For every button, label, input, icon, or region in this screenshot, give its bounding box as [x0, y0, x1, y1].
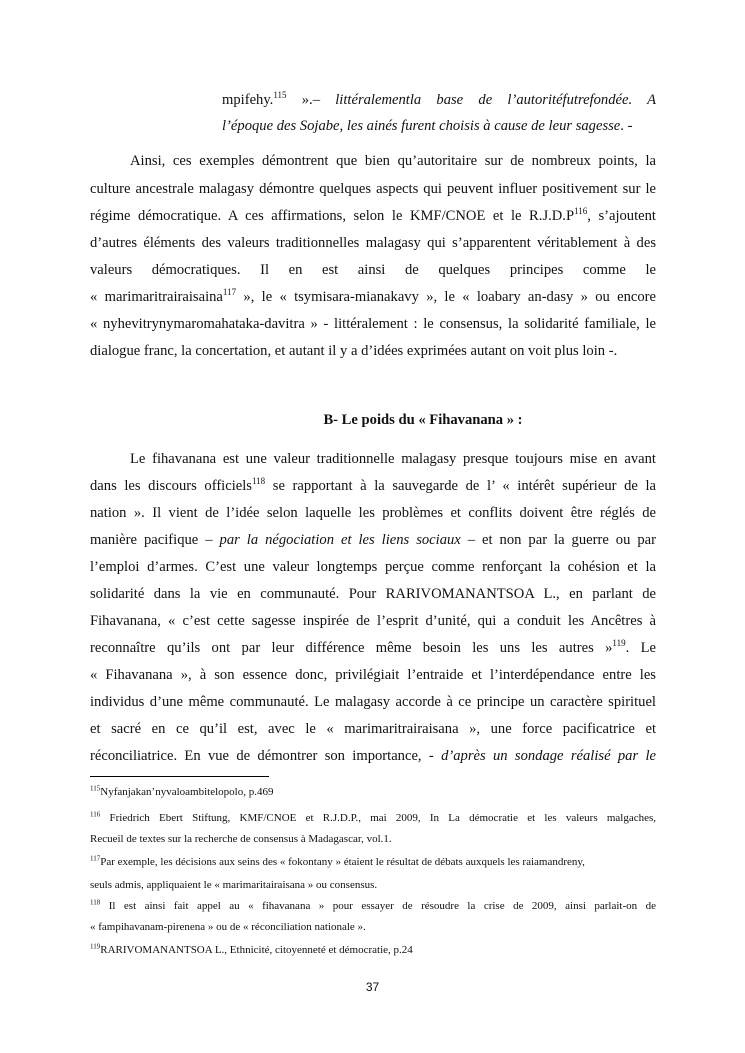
para1-line-2: culture ancestrale malagasy démontre quelques aspects qui peuvent influer positivement sur le	[90, 181, 656, 197]
para1-line-6: « marimaritrairaisaina$^{117}$ », le « tsymisara-mianakavy », le « loabary an-dasy » ou encore	[90, 287, 656, 305]
footnote-ref-117[interactable]: 117	[222, 287, 237, 298]
footnote-116-line-1: $^{116}$ Friedrich Ebert Stiftung, KMF/CNOE et R.J.D.P., mai 2009, In La démocratie et les valeurs malgaches,	[90, 810, 656, 824]
para2-line-3: nation ». Il vient de l’idée selon laquelle les problèmes et conflits doivent être réglés de	[90, 505, 656, 521]
para2-line-12: réconciliatrice. En vue de démontrer son importance, - d’après un sondage réalisé par le	[90, 748, 656, 764]
footnote-117-line-2: seuls admis, appliquaient le « marimaritairaisana » ou consensus.	[90, 879, 378, 891]
para1-line-3: régime démocratique. A ces affirmations, selon le KMF/CNOE et le $R.J.D.P^{116}$, s’ajoutent	[90, 206, 656, 224]
para2-line-4: manière pacifique – par la négociation et les liens sociaux – et non par la guerre ou par	[90, 532, 656, 548]
para1-line-1: Ainsi, ces exemples démontrent que bien qu’autoritaire sur de nombreux points, la	[130, 153, 656, 169]
para2-line-9: « Fihavanana », à son essence donc, privilégiait l’entraide et l’interdépendance entre les	[90, 667, 656, 683]
footnote-115: $^{115}$Nyfanjakan’nyvaloambitelopolo, p.469	[90, 784, 274, 798]
para1-line-8: dialogue franc, la concertation, et autant il y a d’idées exprimées autant on voit plus loin -.	[90, 343, 618, 359]
footnote-separator	[90, 776, 269, 777]
para1-line-4: d’autres éléments des valeurs traditionnelles malagasy qui s’apparentent véritablement à des	[90, 235, 656, 251]
footnote-119: $^{119}$RARIVOMANANTSOA L., Ethnicité, citoyenneté et démocratie, p.24	[90, 942, 413, 956]
para1-line-7: « nyhevitrynymaromahataka-davitra » - littéralement : le consensus, la solidarité familiale, le	[90, 316, 656, 332]
para2-line-7: Fihavanana, « c’est cette sagesse inspirée de l’esprit d’unité, qui a conduit les Ancêtres à	[90, 613, 656, 629]
footnote-ref-115[interactable]: 115	[273, 90, 287, 101]
para1-line-5: valeurs démocratiques. Il en est ainsi de quelques principes comme le	[90, 262, 656, 278]
para2-line-8: reconnaître qu’ils ont par leur différence même besoin les uns les autres »$^{119}$. Le	[90, 638, 656, 656]
para2-line-10: individus d’une même communauté. Le malagasy accorde à ce principe un caractère spirituel	[90, 694, 656, 710]
section-heading: B- Le poids du « Fihavanana » :	[323, 412, 523, 428]
quote-line-1: mpifehy.$^{115}$ ».– littéralementla base de l’autoritéfutrefondée. A	[222, 90, 657, 108]
quote-line-2: l’époque des Sojabe, les ainés furent choisis à cause de leur sagesse. -	[222, 118, 633, 134]
para2-line-5: l’emploi d’armes. C’est une valeur longtemps perçue comme renforçant la cohésion et la	[90, 559, 656, 575]
footnote-ref-116[interactable]: 116	[574, 206, 588, 217]
footnote-ref-119[interactable]: 119	[612, 638, 626, 649]
footnote-ref-118[interactable]: 118	[251, 476, 266, 487]
para2-line-11: et sacré en ce qu’il est, avec le « marimaritrairaisana », une force pacificatrice et	[90, 721, 656, 737]
footnote-117-line-1: $^{117}$Par exemple, les décisions aux seins des « fokontany » étaient le résultat de débats auxquels les raiamandreny,	[90, 854, 585, 868]
footnote-118-line-2: « fampihavanam-pirenena » ou de « réconciliation nationale ».	[90, 921, 366, 933]
page-number: 37	[365, 980, 380, 994]
footnote-116-line-2: Recueil de textes sur la recherche de consensus à Madagascar, vol.1.	[90, 833, 392, 845]
para2-line-1: Le fihavanana est une valeur traditionnelle malagasy presque toujours mise en avant	[130, 451, 656, 467]
para2-line-2: dans les discours officiels$^{118}$ se rapportant à la sauvegarde de l’ « intérêt supérieur de la	[90, 476, 656, 494]
para2-line-6: solidarité dans la vie en communauté. Pour RARIVOMANANTSOA L., en parlant de	[90, 586, 656, 602]
footnote-118-line-1: $^{118}$ Il est ainsi fait appel au « fihavanana » pour essayer de résoudre la crise de 2009, ainsi parlait-on de	[90, 898, 656, 912]
